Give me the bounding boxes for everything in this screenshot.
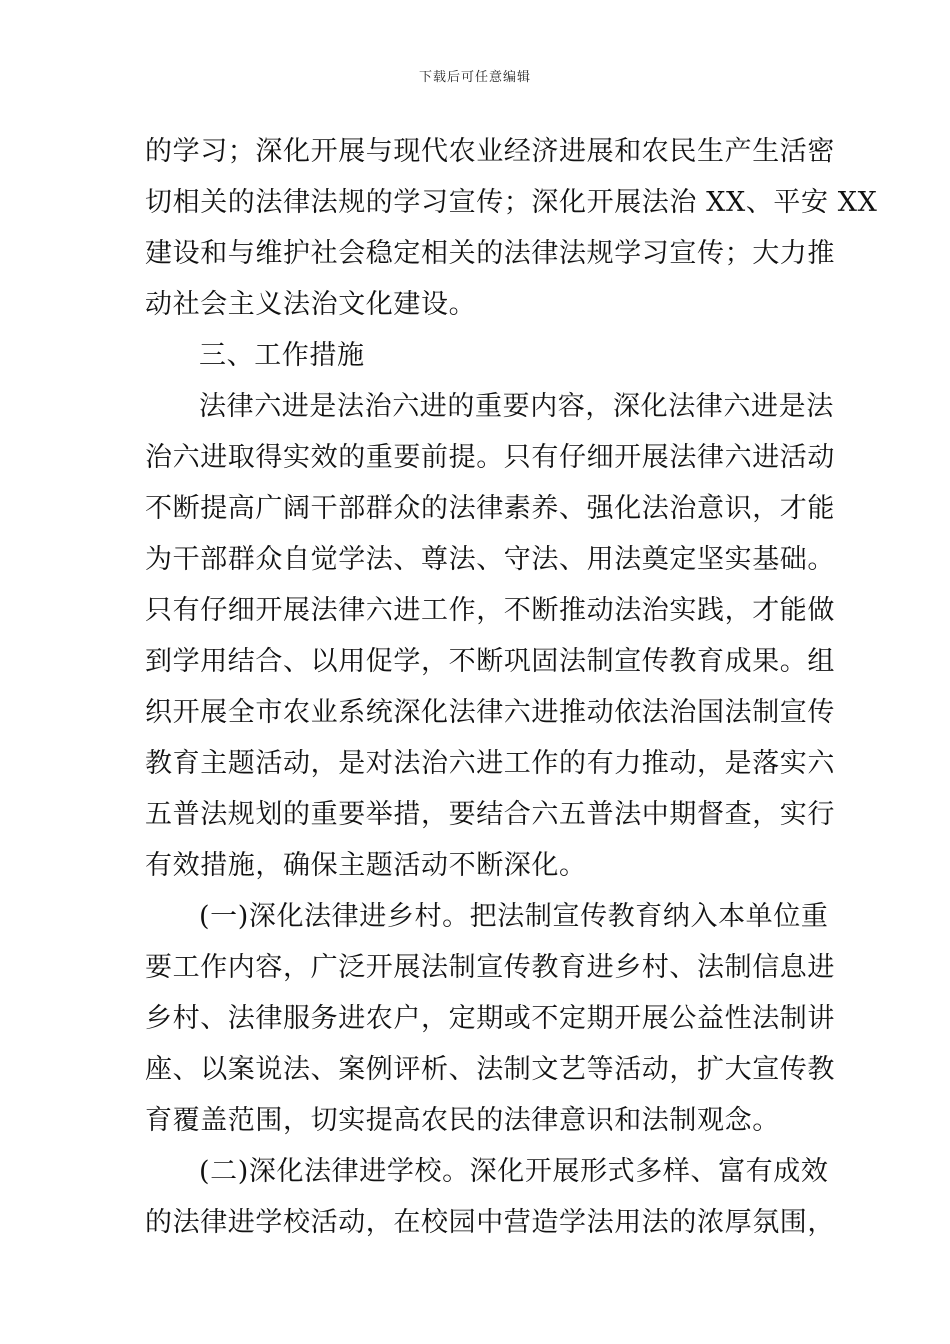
text-line: 座、以案说法、案例评析、法制文艺等活动，扩大宣传教 bbox=[145, 1054, 835, 1085]
text-line: 到学用结合、以用促学，不断巩固法制宣传教育成果。组 bbox=[145, 646, 835, 677]
paragraph-first-line: (一)深化法律进乡村。把法制宣传教育纳入本单位重 bbox=[199, 901, 829, 932]
text-line: 建设和与维护社会稳定相关的法律法规学习宣传；大力推 bbox=[145, 238, 835, 269]
text-line: 不断提高广阔干部群众的法律素养、强化法治意识，才能 bbox=[145, 493, 835, 524]
text-line: 切相关的法律法规的学习宣传；深化开展法治 XX、平安 XX bbox=[145, 187, 878, 218]
page-header-note: 下载后可任意编辑 bbox=[418, 70, 531, 85]
text-line: 的法律进学校活动，在校园中营造学法用法的浓厚氛围， bbox=[145, 1207, 835, 1238]
text-line: 教育主题活动，是对法治六进工作的有力推动，是落实六 bbox=[145, 748, 835, 779]
paragraph-first-line: (二)深化法律进学校。深化开展形式多样、富有成效 bbox=[199, 1156, 829, 1187]
document-body bbox=[145, 126, 878, 1248]
paragraph-first-line: 法律六进是法治六进的重要内容，深化法律六进是法 bbox=[199, 391, 834, 422]
section-heading: 三、工作措施 bbox=[199, 340, 365, 371]
text-line: 只有仔细开展法律六进工作，不断推动法治实践，才能做 bbox=[145, 595, 835, 626]
text-line: 动社会主义法治文化建设。 bbox=[145, 289, 477, 320]
text-line: 乡村、法律服务进农户，定期或不定期开展公益性法制讲 bbox=[145, 1003, 835, 1034]
text-line: 为干部群众自觉学法、尊法、守法、用法奠定坚实基础。 bbox=[145, 544, 835, 575]
text-line: 的学习；深化开展与现代农业经济进展和农民生产生活密 bbox=[145, 136, 835, 167]
text-line: 育覆盖范围，切实提高农民的法律意识和法制观念。 bbox=[145, 1105, 780, 1136]
text-line: 治六进取得实效的重要前提。只有仔细开展法律六进活动 bbox=[145, 442, 835, 473]
text-line: 有效措施，确保主题活动不断深化。 bbox=[145, 850, 587, 881]
text-line: 五普法规划的重要举措，要结合六五普法中期督查，实行 bbox=[145, 799, 835, 830]
text-line: 织开展全市农业系统深化法律六进推动依法治国法制宣传 bbox=[145, 697, 835, 728]
text-line: 要工作内容，广泛开展法制宣传教育进乡村、法制信息进 bbox=[145, 952, 835, 983]
